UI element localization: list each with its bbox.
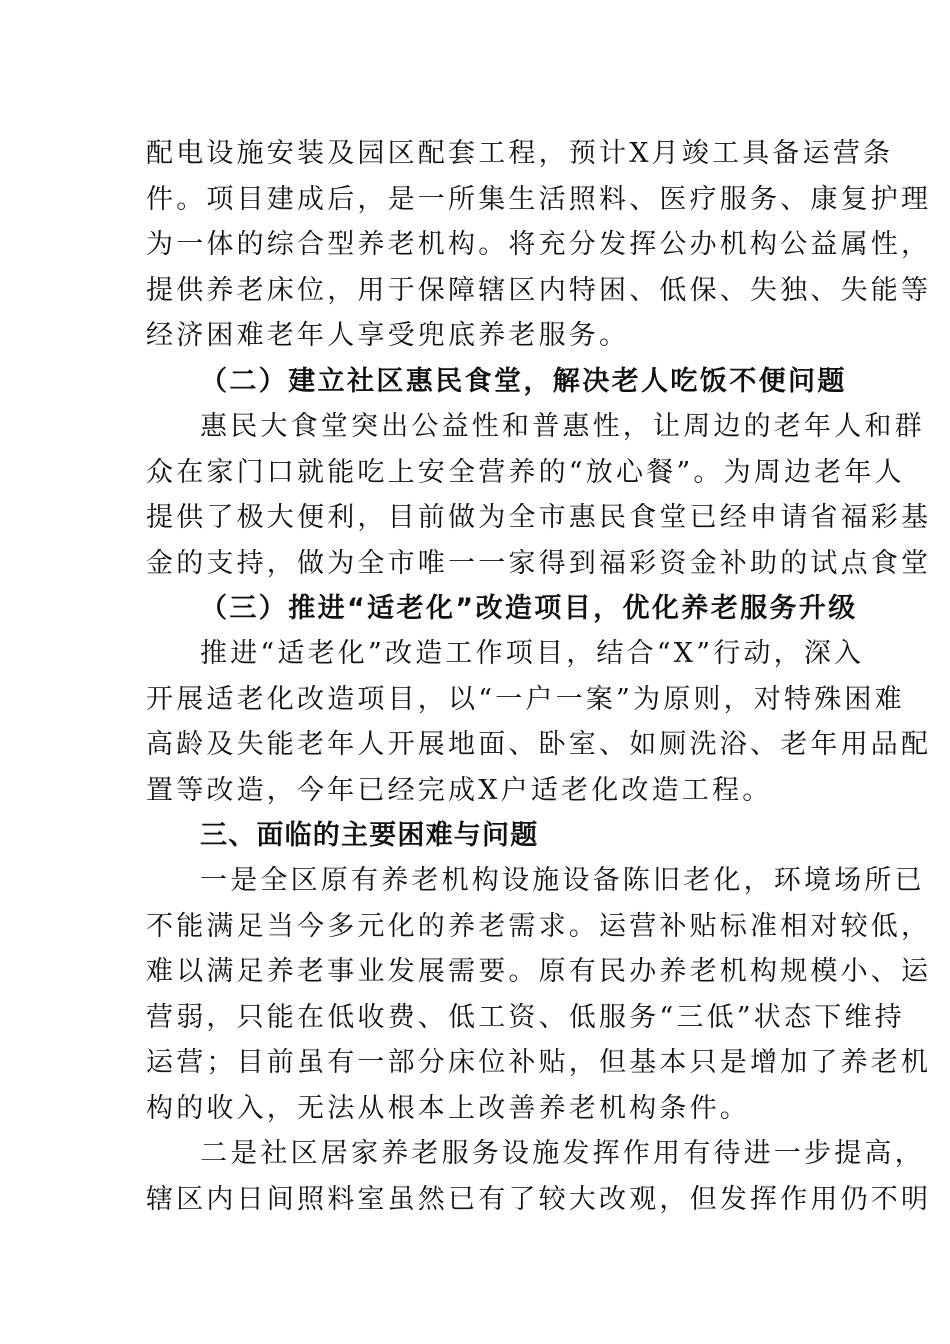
paragraph-community-canteen xyxy=(146,404,932,586)
paragraph-difficulty-one xyxy=(146,858,932,1132)
subheading-text: （二）建立社区惠民食堂，解决老人吃饭不便问题 xyxy=(200,366,847,397)
paragraph-line: 运营；目前虽有一部分床位补贴，但基本只是增加了养老机 xyxy=(146,1047,932,1079)
paragraph-line: 经济困难老年人享受兜底养老服务。 xyxy=(146,320,630,352)
paragraph-line: 辖区内日间照料室虽然已有了较大改观，但发挥作用仍不明 xyxy=(146,1183,932,1215)
paragraph-line: 件。项目建成后，是一所集生活照料、医疗服务、康复护理 xyxy=(146,183,932,215)
paragraph-line: 提供了极大便利，目前做为全市惠民食堂已经申请省福彩基 xyxy=(146,502,932,534)
section-heading-text: 三、面临的主要困难与问题 xyxy=(200,820,539,851)
paragraph-line: 营弱，只能在低收费、低工资、低服务“三低”状态下维持 xyxy=(146,1001,905,1033)
subheading-text: （三）推进“适老化”改造项目，优化养老服务升级 xyxy=(200,593,858,624)
paragraph-elderly-adaptation xyxy=(146,631,932,813)
paragraph-line: 难以满足养老事业发展需要。原有民办养老机构规模小、运 xyxy=(146,956,932,988)
paragraph-line: 推进“适老化”改造工作项目，结合“X”行动，深入 xyxy=(200,638,865,669)
paragraph-line: 高龄及失能老年人开展地面、卧室、如厕洗浴、老年用品配 xyxy=(146,729,932,761)
paragraph-line: 置等改造，今年已经完成X户适老化改造工程。 xyxy=(146,774,773,806)
paragraph-line: 一是全区原有养老机构设施设备陈旧老化，环境场所已 xyxy=(200,865,925,896)
paragraph-line: 惠民大食堂突出公益性和普惠性，让周边的老年人和群 xyxy=(200,411,925,442)
subheading-elderly-adaptation xyxy=(146,586,858,632)
paragraph-line: 构的收入，无法从根本上改善养老机构条件。 xyxy=(146,1092,750,1124)
paragraph-line: 为一体的综合型养老机构。将充分发挥公办机构公益属性， xyxy=(146,229,932,261)
paragraph-line: 众在家门口就能吃上安全营养的“放心餐”。为周边老年人 xyxy=(146,456,905,488)
paragraph-line: 配电设施安装及园区配套工程，预计X月竣工具备运营条 xyxy=(146,138,894,169)
paragraph-facility-project xyxy=(146,131,932,359)
paragraph-line: 不能满足当今多元化的养老需求。运营补贴标准相对较低， xyxy=(146,910,932,942)
paragraph-line: 提供养老床位，用于保障辖区内特困、低保、失独、失能等 xyxy=(146,274,932,306)
paragraph-line: 二是社区居家养老服务设施发挥作用有待进一步提高， xyxy=(200,1138,925,1169)
subheading-community-canteen xyxy=(146,359,847,405)
paragraph-line: 开展适老化改造项目，以“一户一案”为原则，对特殊困难 xyxy=(146,683,905,715)
section-heading-difficulties xyxy=(146,813,810,859)
paragraph-difficulty-two xyxy=(146,1131,932,1222)
paragraph-line: 金的支持，做为全市唯一一家得到福彩资金补助的试点食堂 xyxy=(146,547,932,579)
